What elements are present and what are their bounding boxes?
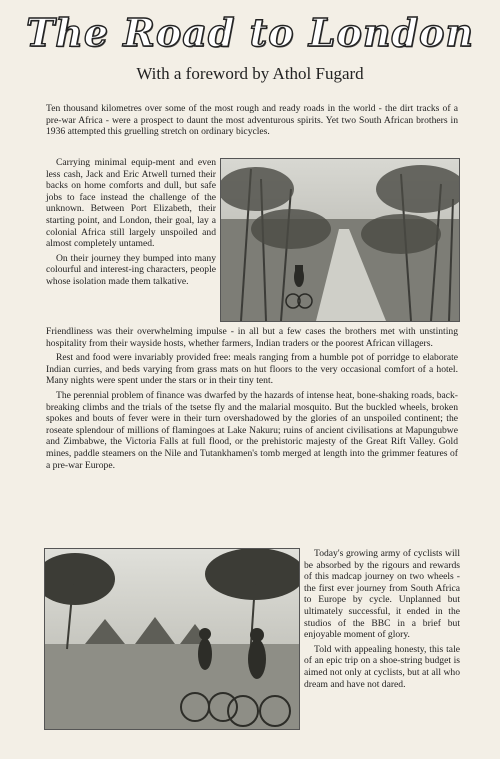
paragraph-cyclists: Today's growing army of cyclists will be absorbed by the rigours and rewards of this madcap journey on two wheels - the first ever journey from South Africa to Europe by cycle. Unplanned but ultimately successful, it ended in the studios of the BBC in a brief but enjoyable moment of glory. bbox=[304, 548, 460, 641]
paragraph-honesty: Told with appealing honesty, this tale of an epic trip on a shoe-string budget is aimed not only at cyclists, but at all who dream and have not dared. bbox=[304, 643, 460, 690]
paragraph-finance: The perennial problem of finance was dwarfed by the hazards of intense heat, bone-shaking roads, back-breaking climbs and the trials of the tsetse fly and the malarial mosquito. But the buckled wheels, broken spokes and bouts of fever were in their turn overshadowed by the glories of an unspoiled continent; the roseate splendour of millions of flamingoes at Lake Nakuru; ruins of ancient civilisations at Mapungubwe and Zimbabwe, the Victoria Falls at full flood, or the prehistoric majesty of the Great Rift Valley. Gold mines, paddle steamers on the Nile and Tutankhamen's tomb merged at length into the grimmer features of a pre-war Europe. bbox=[46, 389, 458, 471]
book-subtitle: With a foreword by Athol Fugard bbox=[136, 64, 364, 83]
paragraph-characters: On their journey they bumped into many colourful and interest-ing characters, people whose isolation made them talkative. bbox=[46, 252, 216, 287]
left-column-block bbox=[46, 157, 216, 288]
middle-text-block bbox=[46, 326, 458, 471]
cyclist-forest-road-image bbox=[221, 159, 459, 321]
paragraph-rest-food: Rest and food were invariably provided free: meals ranging from a humble pot of porridge to elaborate Indian curries, and beds varying from grass mats on hut floors to the very occasional comfort of a hotel. Many nights were spent under the stars or in their tiny tent. bbox=[46, 352, 458, 387]
book-title: The Road to London bbox=[25, 10, 475, 55]
intro-paragraph: Ten thousand kilometres over some of the most rough and ready roads in the world - the dirt tracks of a pre-war Africa - were a prospect to daunt the most adventurous spirits. Yet two South African brothers in 1936 attempted this gruelling stretch on ordinary bicycles. bbox=[46, 103, 458, 138]
two-cyclists-image bbox=[45, 549, 299, 729]
photo-cyclist-on-forest-road bbox=[220, 158, 460, 322]
paragraph-equipment: Carrying minimal equip-ment and even less cash, Jack and Eric Atwell turned their backs on home comforts and dull, but safe jobs to face instead the challenge of the unknown. Between Port Elizabeth, their starting point, and London, their goal, lay a colonial Africa still largely unspoiled and almost completely untamed. bbox=[46, 157, 216, 250]
paragraph-friendliness: Friendliness was their overwhelming impulse - in all but a few cases the brothers met with unstinting hospitality from their wayside hosts, whether farmers, Indian traders or the poorest African villagers. bbox=[46, 326, 458, 349]
intro-paragraph-block bbox=[46, 103, 458, 138]
right-column-block bbox=[304, 548, 460, 690]
photo-two-cyclists-by-village bbox=[44, 548, 300, 730]
